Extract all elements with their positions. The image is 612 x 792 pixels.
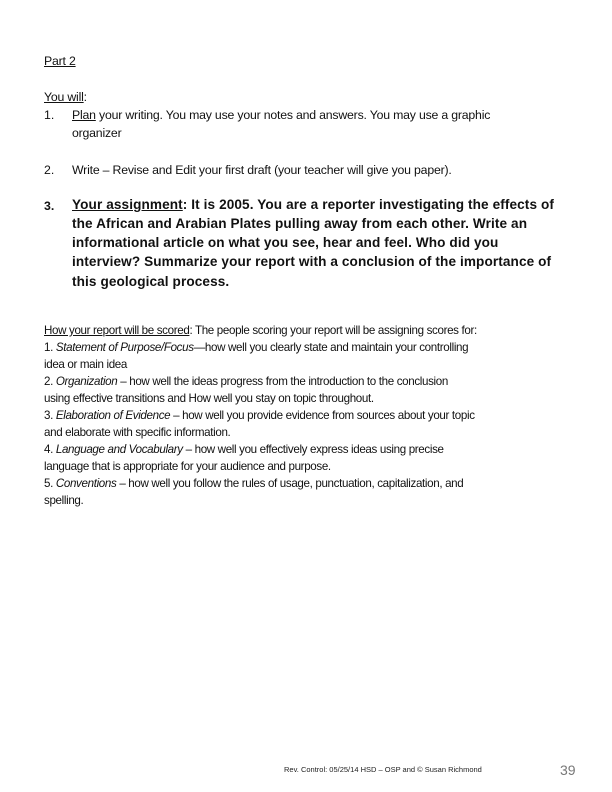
item-line: interview? Summarize your report with a conclusion of the importance of xyxy=(72,254,552,269)
criterion: 5. Conventions – how well you follow the rules of usage, punctuation, capitalization, and xyxy=(44,477,464,490)
footer-text: Rev. Control: 05/25/14 HSD – OSP and © Susan Richmond xyxy=(284,765,482,774)
item-lead: Plan xyxy=(72,108,96,122)
criterion-name: Organization xyxy=(55,375,118,388)
item-number: 2. xyxy=(44,163,55,177)
you-will-colon: : xyxy=(83,90,87,104)
criterion-name: Elaboration of Evidence xyxy=(55,409,171,422)
item-line: informational article on what you see, hear and feel. Who did you xyxy=(72,235,499,250)
criterion-name: Statement of Purpose/Focus xyxy=(55,341,194,354)
criterion: 1. Statement of Purpose/Focus—how well you clearly state and maintain your controlling xyxy=(44,341,469,354)
item-line: this geological process. xyxy=(72,274,230,289)
item-line: the African and Arabian Plates pulling away from each other. Write an xyxy=(72,216,528,231)
part-title: Part 2 xyxy=(44,54,76,68)
criterion: 2. Organization – how well the ideas progress from the introduction to the conclusion xyxy=(44,375,448,388)
criterion: 4. Language and Vocabulary – how well you effectively express ideas using precise xyxy=(44,443,444,456)
scoring-intro: : The people scoring your report will be assigning scores for: xyxy=(189,324,477,337)
item-text: your writing. You may use your notes and answers. You may use a graphic xyxy=(95,108,491,122)
you-will-heading xyxy=(44,90,87,104)
criterion: 3. Elaboration of Evidence – how well you provide evidence from sources about your topic xyxy=(44,409,475,422)
criterion-name: Conventions xyxy=(55,477,117,490)
scoring-heading: How your report will be scored xyxy=(44,324,190,337)
you-will-label: You will xyxy=(44,90,84,104)
criterion-cont: spelling. xyxy=(44,494,84,507)
criterion-cont: idea or main idea xyxy=(44,358,127,371)
page-number: 39 xyxy=(560,762,576,778)
criterion-cont: using effective transitions and How well you stay on topic throughout. xyxy=(44,392,374,405)
item-number: 3. xyxy=(44,199,55,213)
item-text: Write – Revise and Edit your first draft (your teacher will give you paper). xyxy=(72,163,452,177)
item-lead: Your assignment xyxy=(72,197,183,212)
criterion-cont: and elaborate with specific information. xyxy=(44,426,231,439)
criterion-cont: language that is appropriate for your audience and purpose. xyxy=(44,460,331,473)
item-number: 1. xyxy=(44,108,55,122)
item-line: : It is 2005. You are a reporter investigating the effects of xyxy=(182,197,555,212)
criterion-name: Language and Vocabulary xyxy=(55,443,183,456)
item-text-cont: organizer xyxy=(72,126,122,140)
